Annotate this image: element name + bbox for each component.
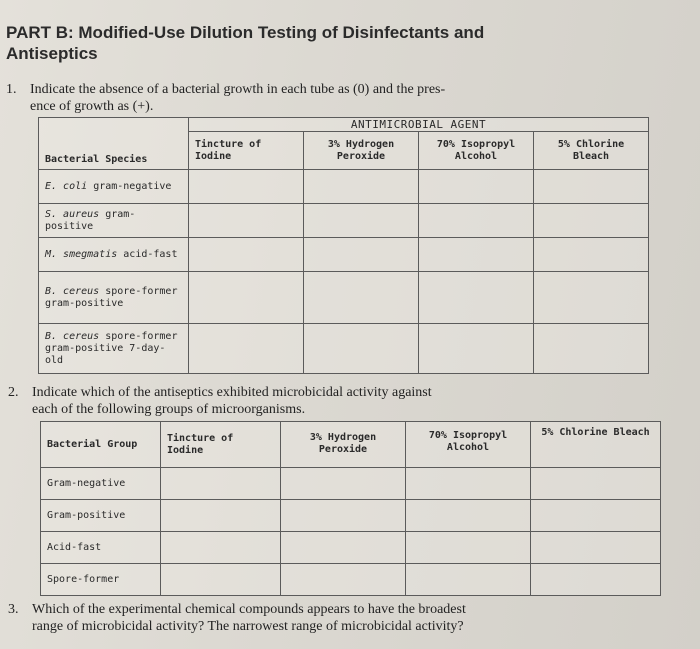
result-cell[interactable] <box>534 170 649 204</box>
table-row <box>39 324 649 374</box>
part-title: PART B: Modified-Use Dilution Testing of Disinfectants and Antiseptics <box>6 23 485 63</box>
result-cell[interactable] <box>406 500 531 532</box>
col-tincture-of-iodine: Tincture of Iodine <box>189 132 304 170</box>
col-isopropyl-alcohol: 70% Isopropyl Alcohol <box>406 422 531 468</box>
result-cell[interactable] <box>189 324 304 374</box>
question-3 <box>8 602 568 636</box>
table-row <box>41 468 661 500</box>
result-cell[interactable] <box>406 564 531 596</box>
group-label: Gram-positive <box>41 500 161 532</box>
group-label: Gram-negative <box>41 468 161 500</box>
result-cell[interactable] <box>419 170 534 204</box>
result-cell[interactable] <box>189 272 304 324</box>
bacterial-species-header: Bacterial Species <box>39 132 189 170</box>
question-2-line-2: each of the following groups of microorganisms. <box>32 402 306 417</box>
result-cell[interactable] <box>189 170 304 204</box>
result-cell[interactable] <box>281 564 406 596</box>
table-row <box>41 500 661 532</box>
table1-corner-cell <box>39 118 189 132</box>
group-label: Spore-former <box>41 564 161 596</box>
result-cell[interactable] <box>304 204 419 238</box>
result-cell[interactable] <box>534 324 649 374</box>
col-hydrogen-peroxide: 3% Hydrogen Peroxide <box>281 422 406 468</box>
result-cell[interactable] <box>304 324 419 374</box>
result-cell[interactable] <box>531 564 661 596</box>
microbicidal-activity-table <box>40 421 661 596</box>
result-cell[interactable] <box>531 532 661 564</box>
table-row <box>39 238 649 272</box>
growth-results-table <box>38 117 649 374</box>
species-label: B. cereus spore-former gram-positive <box>39 272 189 324</box>
question-3-number: 3. <box>8 602 19 617</box>
result-cell[interactable] <box>189 238 304 272</box>
group-label: Acid-fast <box>41 532 161 564</box>
result-cell[interactable] <box>189 204 304 238</box>
question-1 <box>6 82 546 116</box>
result-cell[interactable] <box>304 170 419 204</box>
result-cell[interactable] <box>419 238 534 272</box>
result-cell[interactable] <box>534 238 649 272</box>
question-2-line-1: Indicate which of the antiseptics exhibited microbicidal activity against <box>32 385 432 400</box>
result-cell[interactable] <box>281 532 406 564</box>
table-row <box>41 564 661 596</box>
question-3-line-1: Which of the experimental chemical compounds appears to have the broadest <box>32 602 466 617</box>
result-cell[interactable] <box>419 204 534 238</box>
result-cell[interactable] <box>161 564 281 596</box>
species-label: S. aureus gram-positive <box>39 204 189 238</box>
result-cell[interactable] <box>161 468 281 500</box>
species-label: M. smegmatis acid-fast <box>39 238 189 272</box>
col-chlorine-bleach: 5% Chlorine Bleach <box>531 422 661 468</box>
result-cell[interactable] <box>419 272 534 324</box>
result-cell[interactable] <box>531 500 661 532</box>
table-row <box>39 204 649 238</box>
result-cell[interactable] <box>161 500 281 532</box>
question-1-line-1: Indicate the absence of a bacterial growth in each tube as (0) and the pres- <box>30 82 446 97</box>
result-cell[interactable] <box>161 532 281 564</box>
col-chlorine-bleach: 5% Chlorine Bleach <box>534 132 649 170</box>
col-tincture-of-iodine: Tincture of Iodine <box>161 422 281 468</box>
result-cell[interactable] <box>419 324 534 374</box>
question-2 <box>8 385 548 419</box>
result-cell[interactable] <box>281 500 406 532</box>
table-row <box>39 272 649 324</box>
result-cell[interactable] <box>534 204 649 238</box>
question-3-line-2: range of microbicidal activity? The narrowest range of microbicidal activity? <box>32 619 464 634</box>
question-1-line-2: ence of growth as (+). <box>30 99 154 114</box>
result-cell[interactable] <box>534 272 649 324</box>
question-2-number: 2. <box>8 385 19 400</box>
result-cell[interactable] <box>304 238 419 272</box>
species-label: B. cereus spore-former gram-positive 7-day-old <box>39 324 189 374</box>
question-1-number: 1. <box>6 82 17 97</box>
result-cell[interactable] <box>406 468 531 500</box>
antimicrobial-agent-header: ANTIMICROBIAL AGENT <box>189 118 649 132</box>
col-hydrogen-peroxide: 3% Hydrogen Peroxide <box>304 132 419 170</box>
bacterial-group-header: Bacterial Group <box>41 422 161 468</box>
col-isopropyl-alcohol: 70% Isopropyl Alcohol <box>419 132 534 170</box>
result-cell[interactable] <box>281 468 406 500</box>
result-cell[interactable] <box>531 468 661 500</box>
result-cell[interactable] <box>304 272 419 324</box>
result-cell[interactable] <box>406 532 531 564</box>
table-row <box>41 532 661 564</box>
table-row <box>39 170 649 204</box>
species-label: E. coli gram-negative <box>39 170 189 204</box>
